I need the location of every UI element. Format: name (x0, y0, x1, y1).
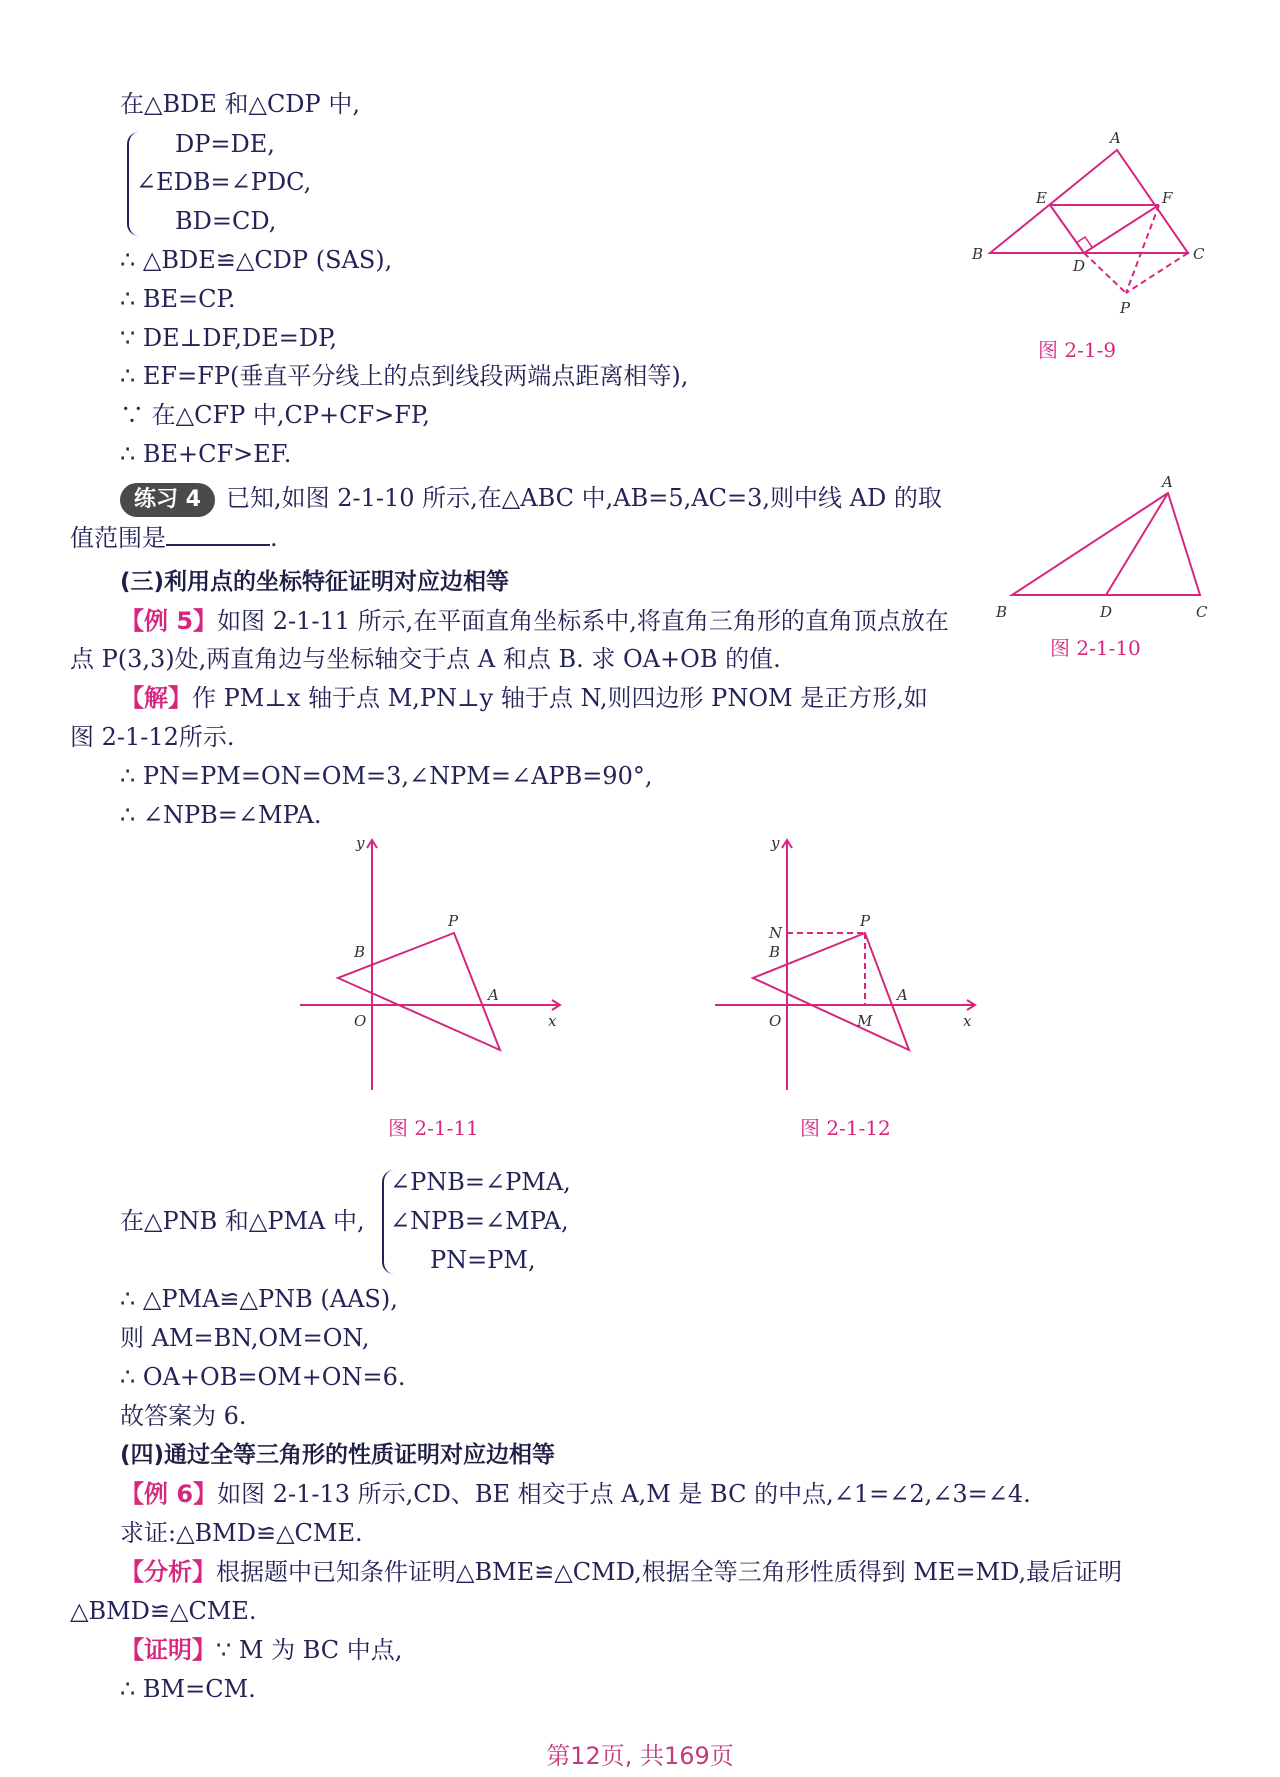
segment-df (1084, 205, 1159, 253)
text-line: 求证:△BMD≌△CME. (120, 1519, 363, 1547)
text-line: BD=CD, (175, 207, 277, 235)
example-tag: 【例 6】 (120, 1480, 218, 1508)
text-line: ∴ BE+CF>EF. (120, 440, 292, 468)
label-a: A (1162, 475, 1173, 491)
label-p: P (1120, 299, 1131, 317)
text-line: ∴ BE=CP. (120, 285, 236, 313)
text-line: ∴ PN=PM=ON=OM=3,∠NPM=∠APB=90°, (120, 762, 653, 790)
text-line: ∠PNB=∠PMA, (390, 1168, 571, 1196)
text-line: ∴ BM=CM. (120, 1675, 256, 1703)
segment-ed (1050, 205, 1084, 253)
text-line: ∵ 在△CFP 中,CP+CF>FP, (120, 401, 430, 429)
figure-2-1-11 (290, 830, 580, 1100)
label-f: F (1162, 189, 1173, 207)
segment-fp (1126, 205, 1159, 293)
text-line: DP=DE, (175, 130, 275, 158)
label-c: C (1193, 245, 1205, 263)
practice-badge: 练习 4 (120, 483, 215, 517)
example-tag: 【例 5】 (120, 607, 218, 635)
text-fragment: ∵ M 为 BC 中点, (216, 1636, 403, 1664)
text-fragment: 根据题中已知条件证明△BME≌△CMD,根据全等三角形性质得到 ME=MD,最后证明 (216, 1558, 1123, 1586)
section-heading: (三)利用点的坐标特征证明对应边相等 (120, 569, 510, 595)
label-c: C (1196, 603, 1208, 621)
median-ad (1106, 493, 1168, 595)
text-fragment: 值范围是 (70, 524, 166, 552)
label-n: N (769, 924, 783, 942)
analysis-tag: 【分析】 (120, 1558, 216, 1586)
triangle-abc (1012, 493, 1200, 595)
text-fragment: 作 PM⊥x 轴于点 M,PN⊥y 轴于点 N,则四边形 PNOM 是正方形,如 (192, 684, 928, 712)
figure-caption: 图 2-1-10 (1050, 636, 1141, 660)
text-line: 在△BDE 和△CDP 中, (120, 90, 360, 118)
text-line (120, 682, 928, 714)
label-p: P (860, 912, 871, 930)
label-b: B (972, 245, 984, 263)
text-line: 故答案为 6. (120, 1402, 247, 1430)
label-y: y (771, 834, 780, 852)
answer-blank (166, 522, 270, 546)
text-line (120, 605, 949, 637)
label-d: D (1100, 603, 1113, 621)
text-line: ∴ OA+OB=OM+ON=6. (120, 1363, 406, 1391)
text-line: 图 2-1-12所示. (70, 723, 235, 751)
figure-caption: 图 2-1-12 (800, 1116, 891, 1140)
label-a: A (1110, 129, 1121, 147)
label-p: P (448, 912, 459, 930)
segment-cp (1126, 253, 1188, 293)
text-fragment: . (270, 524, 278, 552)
text-line: ∵ DE⊥DF,DE=DP, (120, 324, 338, 352)
text-fragment: 如图 2-1-11 所示,在平面直角坐标系中,将直角三角形的直角顶点放在 (217, 607, 949, 635)
label-b: B (996, 603, 1008, 621)
label-d: D (1073, 257, 1086, 275)
label-b: B (354, 943, 366, 961)
label-m: M (857, 1012, 873, 1030)
figure-2-1-9 (960, 125, 1220, 365)
label-b: B (769, 943, 781, 961)
figure-2-1-12 (705, 830, 995, 1100)
text-line: ∠EDB=∠PDC, (136, 168, 312, 196)
label-o: O (769, 1012, 782, 1030)
segment-dp (1084, 253, 1126, 293)
figure-caption: 图 2-1-11 (388, 1116, 479, 1140)
text-line: ∴ EF=FP(垂直平分线上的点到线段两端点距离相等), (120, 362, 689, 390)
section-heading: (四)通过全等三角形的性质证明对应边相等 (120, 1442, 556, 1468)
text-line: ∴ △BDE≌△CDP (SAS), (120, 246, 393, 274)
label-x: x (548, 1012, 557, 1030)
figure-2-1-10 (990, 475, 1220, 670)
text-line: △BMD≌△CME. (70, 1597, 257, 1625)
text-line: ∴ △PMA≌△PNB (AAS), (120, 1285, 398, 1313)
text-line (70, 522, 278, 554)
text-line: 则 AM=BN,OM=ON, (120, 1324, 370, 1352)
triangle-abc (990, 150, 1188, 253)
page-indicator: 第12页, 共169页 (546, 1742, 734, 1770)
proof-tag: 【证明】 (120, 1636, 216, 1664)
text-line (120, 1634, 402, 1666)
label-x: x (963, 1012, 972, 1030)
label-y: y (356, 834, 365, 852)
text-line (120, 1556, 1122, 1588)
label-a: A (897, 986, 908, 1004)
text-line (120, 1478, 1031, 1510)
text-line: PN=PM, (430, 1246, 536, 1274)
text-line: 已知,如图 2-1-10 所示,在△ABC 中,AB=5,AC=3,则中线 AD 的取 (226, 484, 942, 512)
text-line: ∴ ∠NPB=∠MPA. (120, 801, 322, 829)
text-fragment: 如图 2-1-13 所示,CD、BE 相交于点 A,M 是 BC 的中点,∠1=∠2,∠3=∠4. (217, 1480, 1031, 1508)
label-o: O (354, 1012, 367, 1030)
text-line: ∠NPB=∠MPA, (390, 1207, 569, 1235)
label-a: A (488, 986, 499, 1004)
text-line: 点 P(3,3)处,两直角边与坐标轴交于点 A 和点 B. 求 OA+OB 的值. (70, 645, 781, 673)
text-line: 在△PNB 和△PMA 中, (120, 1207, 365, 1235)
figure-caption: 图 2-1-9 (1038, 338, 1117, 362)
label-e: E (1036, 189, 1047, 207)
solution-tag: 【解】 (120, 684, 192, 712)
